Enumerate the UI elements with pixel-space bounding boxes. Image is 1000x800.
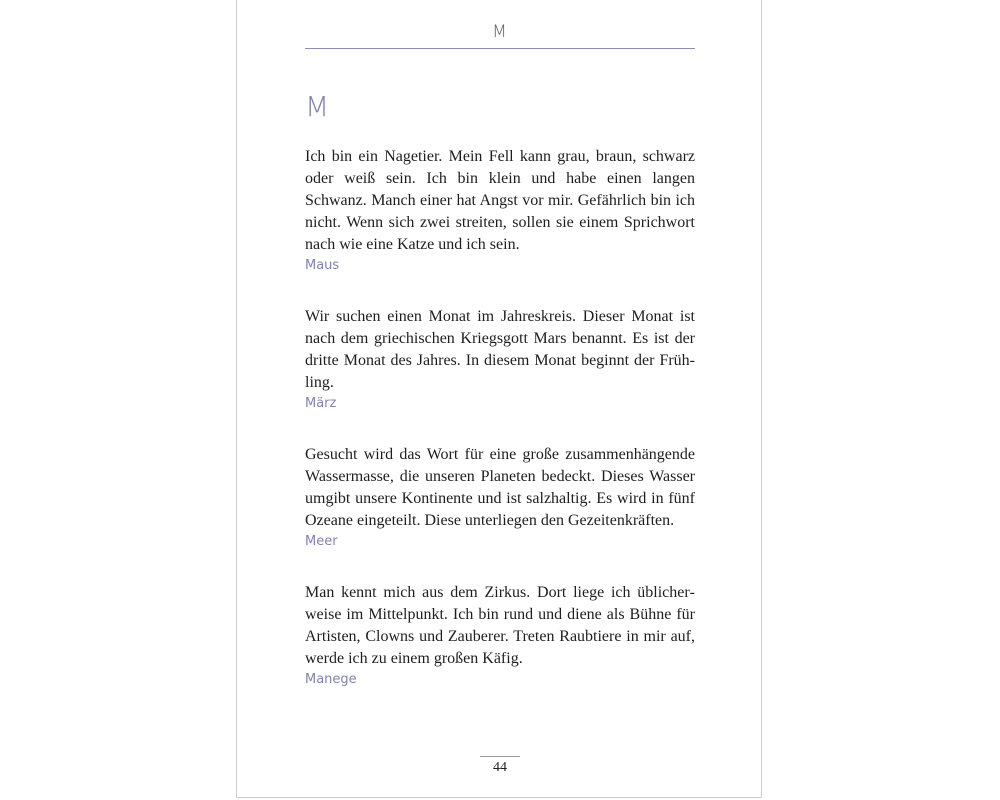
riddle-answer: Maus [305, 258, 340, 273]
riddle-text: Wir suchen einen Monat im Jahreskreis. Dieser Monat ist nach dem griechischen Kriegsgott Mars benannt. Es ist der dritte Monat des Jahres. In diesem Monat beginnt der Frühling. [305, 308, 695, 391]
riddle-entry [305, 146, 695, 276]
riddle-entry [305, 444, 695, 552]
page-number: 44 [493, 760, 507, 775]
riddle-answer: März [305, 396, 337, 411]
riddle-entry [305, 306, 695, 414]
riddle-answer: Meer [305, 534, 338, 549]
footer-rule [480, 756, 520, 757]
header-rule [305, 48, 695, 49]
riddle-entry [305, 582, 695, 690]
riddle-list [305, 146, 695, 720]
riddle-text: Gesucht wird das Wort für eine große zusammenhängende Wassermasse, die unseren Planeten bedeckt. Dieses Wasser umgibt unsere Kontinente und ist salzhaltig. Es wird in fünf Ozeane eingeteilt. Diese unterliegen den Gezeitenkräften. [305, 446, 695, 529]
riddle-text: Man kennt mich aus dem Zirkus. Dort liege ich üblicherweise im Mittelpunkt. Ich bin rund und diene als Bühne für Artisten, Clowns und Zauberer. Treten Raubtiere in mir auf, werde ich zu einem großen Käfig. [305, 584, 695, 667]
running-head: M [492, 22, 508, 42]
book-page [236, 0, 762, 798]
riddle-answer: Manege [305, 672, 357, 687]
section-letter: M [305, 90, 330, 123]
riddle-text: Ich bin ein Nagetier. Mein Fell kann grau, braun, schwarz oder weiß sein. Ich bin klein und habe einen langen Schwanz. Manch einer hat Angst vor mir. Gefährlich bin ich nicht. Wenn sich zwei streiten, sollen sie einem Sprichwort nach wie eine Katze und ich sein. [305, 148, 695, 253]
